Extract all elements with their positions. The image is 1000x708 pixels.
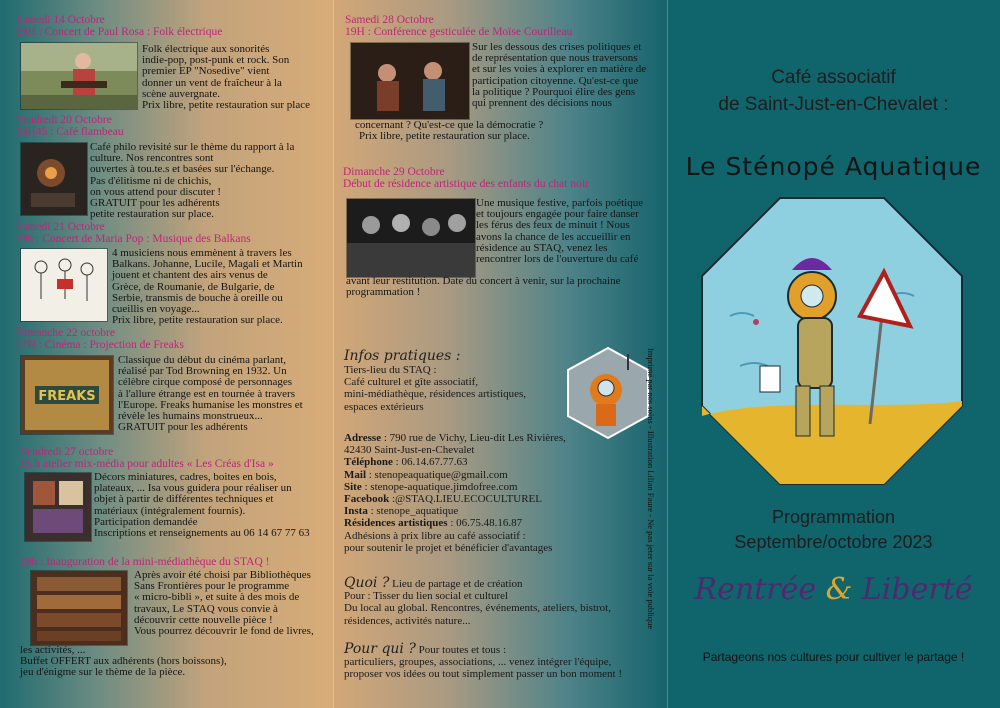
desc-line: rencontrer lors de l'ouverture du café: [476, 253, 639, 266]
desc-line: Participation demandée: [94, 515, 198, 528]
event-conference: [345, 14, 655, 38]
cover-line: de Saint-Just-en-Chevalet :: [718, 94, 949, 115]
desc-line: l'Europe. Freaks humanise les monstres et: [118, 398, 303, 411]
desc-line: et toujours engagée pour faire danser: [476, 208, 639, 221]
event-desc: [476, 198, 662, 265]
cover-title: Le Sténopé Aquatique: [685, 152, 982, 181]
desc-line: scène auvergnate.: [142, 87, 220, 100]
infos-contact: [344, 432, 644, 554]
prog-line: Septembre/octobre 2023: [734, 532, 933, 552]
event-freaks: [16, 327, 326, 351]
desc-line: de représentation que nous traversons: [472, 52, 638, 65]
desc-line: avant leur restitution. Date du concert à venir, sur la prochaine: [346, 275, 621, 287]
desc-line: célèbre cirque composé de personnages: [118, 376, 293, 389]
event-date: Dimanche 29 Octobre: [343, 166, 445, 178]
desc-line: premier EP "Nosedive" vient: [142, 65, 270, 78]
desc-line: jouent et chantent des airs venus de: [112, 269, 268, 282]
desc-line: plateaux, ... Isa vous guidera pour réaliser un: [94, 482, 292, 495]
desc-line: Après avoir été choisi par Bibliothèques: [134, 569, 311, 581]
event-desc-cont: [20, 645, 330, 679]
event-chat-noir: [343, 166, 663, 190]
event-date: Dimanche 22 octobre: [16, 327, 115, 339]
event-desc: [118, 355, 330, 433]
event-mediatheque: [20, 556, 330, 568]
desc-line: Sans Frontières pour le programme: [134, 580, 290, 593]
diver-illustration: [700, 196, 964, 486]
address-line2: 42430 Saint-Just-en-Chevalet: [344, 444, 475, 457]
photo-candle: [20, 142, 88, 216]
desc-line: qui prennent des décisions nous: [472, 97, 612, 110]
info-line: particuliers, groupes, associations, ... venez intégrer l'équipe,: [344, 656, 612, 669]
cover-intro: [667, 64, 1000, 118]
theme-word: Rentrée: [694, 572, 826, 607]
desc-line: Inscriptions et renseignements au 06 14 67 77 63: [94, 527, 310, 540]
cover-line: Café associatif: [771, 67, 896, 88]
desc-line: Folk électrique aux sonorités: [142, 43, 270, 55]
info-line: Tiers-lieu du STAQ :: [344, 364, 437, 376]
photo-library: [30, 570, 128, 646]
event-desc-cont: [346, 276, 662, 298]
event-heading: 19H : Concert de Paul Rosa : Folk électrique: [16, 26, 223, 38]
event-desc: [112, 248, 330, 326]
event-desc: [94, 472, 330, 539]
cover-programme: [667, 505, 1000, 555]
desc-line: Vous pourrez découvrir le fond de livres,: [134, 625, 314, 638]
event-heading: 19h : Inauguration de la mini-médiathèque du STAQ !: [20, 556, 270, 568]
event-heading: Début de résidence artistique des enfants du chat noir: [343, 178, 589, 190]
quoi-section: [344, 577, 654, 627]
desc-line: cueillis en voyage...: [112, 303, 200, 316]
event-paul-rosa: [16, 14, 326, 38]
quoi-heading: Quoi ?: [344, 575, 390, 591]
cover-theme: [667, 572, 1000, 607]
desc-line: « micro-bibli », et suite à des mois de: [134, 591, 300, 604]
info-line: résidences, activités nature...: [344, 614, 471, 627]
desc-line: concernant ? Qu'est-ce que la démocratie ?: [355, 119, 544, 131]
desc-line: jeu d'énigme sur le thème de la pièce.: [20, 666, 186, 679]
event-heading: 19h : Concert de Maria Pop : Musique des Balkans: [16, 233, 251, 245]
desc-line: Café philo revisité sur le thème du rapport à la: [90, 141, 295, 153]
info-line: Du local au global. Rencontres, événements, ateliers, bistrot,: [344, 602, 611, 615]
event-date: Samedi 21 Octobre: [16, 221, 105, 233]
mail[interactable]: Mail : stenopeaquatique@gmail.com: [344, 468, 508, 481]
address: Adresse : 790 rue de Vichy, Lieu-dit Les Rivières,: [344, 432, 566, 444]
desc-line: Prix libre, petite restauration sur place: [142, 99, 310, 112]
facebook[interactable]: Facebook :@STAQ.LIEU.ECOCULTUREL: [344, 493, 542, 506]
event-date: Samedi 28 Octobre: [345, 14, 434, 26]
desc-line: Pas d'élitisme ni de chichis,: [90, 174, 212, 187]
desc-line: culture. Nos rencontres sont: [90, 152, 214, 165]
cover-tagline: Partageons nos cultures pour cultiver le partage !: [702, 650, 965, 664]
desc-line: résidence au STAQ, venez les: [476, 241, 608, 254]
svg-text:FREAKS: FREAKS: [38, 389, 96, 404]
vertical-note: Imprimé par nos soins - Illustration Lilian Faure - Ne pas jeter sur la voie publique: [646, 348, 656, 630]
prog-line: Programmation: [771, 507, 896, 527]
desc-line: 4 musiciens nous emmènent à travers les: [112, 247, 292, 259]
desc-line: Balkans. Johanne, Lucile, Magali et Martin: [112, 258, 303, 271]
site[interactable]: Site : stenope-aquatique.jimdofree.com: [344, 480, 518, 493]
desc-line: et sur les voies à explorer en matière de: [472, 63, 647, 76]
desc-line: GRATUIT pour les adhérents: [118, 421, 248, 434]
event-desc-cont: [355, 120, 660, 142]
pourqui-heading: Pour qui ?: [344, 641, 416, 657]
event-creas-isa: [20, 446, 330, 470]
infos-pratiques: [344, 348, 594, 413]
desc-line: indie-pop, post-punk et rock. Son: [142, 54, 290, 67]
desc-line: Décors miniatures, cadres, boites en bois,: [94, 471, 277, 483]
diver-hexagon-icon: [566, 346, 650, 440]
desc-line: Sur les dessous des crises politiques et: [472, 41, 642, 53]
event-desc: [90, 142, 330, 220]
desc-line: réalisé par Tod Browning en 1932. Un: [118, 365, 287, 378]
insta[interactable]: Insta : stenope_aquatique: [344, 505, 459, 518]
desc-line: on vous attend pour discuter !: [90, 185, 222, 198]
photo-crafts: [24, 472, 92, 542]
info-line: Pour : Tisser du lien social et culturel: [344, 590, 509, 603]
photo-guitarist: [20, 42, 138, 110]
poster-freaks: [20, 355, 114, 435]
fold-line: [333, 0, 334, 708]
event-date: Samedi 14 Octobre: [16, 14, 105, 26]
photo-conference: [350, 42, 470, 120]
event-heading: 18H45 : Café flambeau: [16, 126, 124, 138]
desc-line: les férus des feux de minuit ! Nous: [476, 219, 630, 232]
info-line: Café culturel et gîte associatif,: [344, 376, 479, 389]
info-line: mini-médiathèque, résidences artistiques,: [344, 388, 527, 401]
desc-line: Serbie, transmis de bouche à oreille ou: [112, 291, 283, 304]
info-line: Lieu de partage et de création: [389, 578, 523, 590]
info-line: Pour toutes et tous :: [415, 644, 506, 656]
event-maria-pop: [16, 221, 326, 245]
desc-line: travaux, Le STAQ vous convie à: [134, 602, 278, 615]
desc-line: petite restauration sur place.: [90, 208, 215, 221]
event-cafe-flambeau: [16, 114, 326, 138]
event-heading: 17H : Cinéma : Projection de Freaks: [16, 339, 184, 351]
residences-phone[interactable]: Résidences artistiques : 06.75.48.16.87: [344, 517, 523, 530]
desc-line: GRATUIT pour les adhérents: [90, 197, 220, 210]
desc-line: programmation !: [346, 286, 421, 299]
desc-line: Buffet OFFERT aux adhérents (hors boissons),: [20, 655, 227, 668]
desc-line: Classique du début du cinéma parlant,: [118, 354, 287, 366]
desc-line: matériaux (intégralement fournis).: [94, 504, 246, 517]
desc-line: révèle les humains monstrueux...: [118, 410, 263, 423]
desc-line: la politique ? Pourquoi élire des gens: [472, 85, 636, 98]
desc-line: ouvertes à tou.te.s et basées sur l'échange.: [90, 163, 275, 176]
event-date: Vendredi 27 octobre: [20, 446, 114, 458]
desc-line: à l'allure étrange est en tournée à travers: [118, 387, 295, 400]
desc-line: Une musique festive, parfois poétique: [476, 197, 644, 209]
desc-line: donner un vent de fraîcheur à la: [142, 76, 282, 89]
info-line: espaces extérieurs: [344, 400, 424, 413]
event-heading: 15 h atelier mix-média pour adultes « Les Créas d'Isa »: [20, 458, 274, 470]
event-desc: [472, 42, 662, 109]
desc-line: objet à partir de différentes techniques et: [94, 493, 274, 506]
desc-line: Prix libre, petite restauration sur place.: [359, 130, 530, 143]
desc-line: découvrir cette nouvelle pièce !: [134, 613, 273, 626]
event-date: Vendredi 20 Octobre: [16, 114, 112, 126]
theme-word: Liberté: [852, 572, 973, 607]
info-line: Adhésions à prix libre au café associatif :: [344, 529, 526, 542]
desc-line: Prix libre, petite restauration sur place.: [112, 314, 283, 327]
infos-heading: Infos pratiques :: [344, 348, 461, 364]
event-desc: [142, 44, 330, 111]
info-line: pour soutenir le projet et bénéficier d'avantages: [344, 541, 553, 554]
photo-band: [346, 198, 476, 278]
phone[interactable]: Téléphone : 06.14.67.77.63: [344, 456, 468, 469]
desc-line: les activités, ...: [20, 644, 86, 656]
desc-line: avons la chance de les accueillir en: [476, 230, 631, 243]
pourqui-section: [344, 643, 654, 681]
theme-ampersand: &: [825, 572, 853, 607]
info-line: proposer vos idées ou tout simplement passer un bon moment !: [344, 668, 623, 681]
illustration-musicians: [20, 248, 108, 322]
event-heading: 19H : Conférence gesticulée de Moïse Courilleau: [345, 26, 573, 38]
desc-line: Grèce, de Roumanie, de Bulgarie, de: [112, 280, 275, 293]
desc-line: participation citoyenne. Qu'est-ce que: [472, 74, 639, 87]
event-desc: [134, 570, 330, 637]
